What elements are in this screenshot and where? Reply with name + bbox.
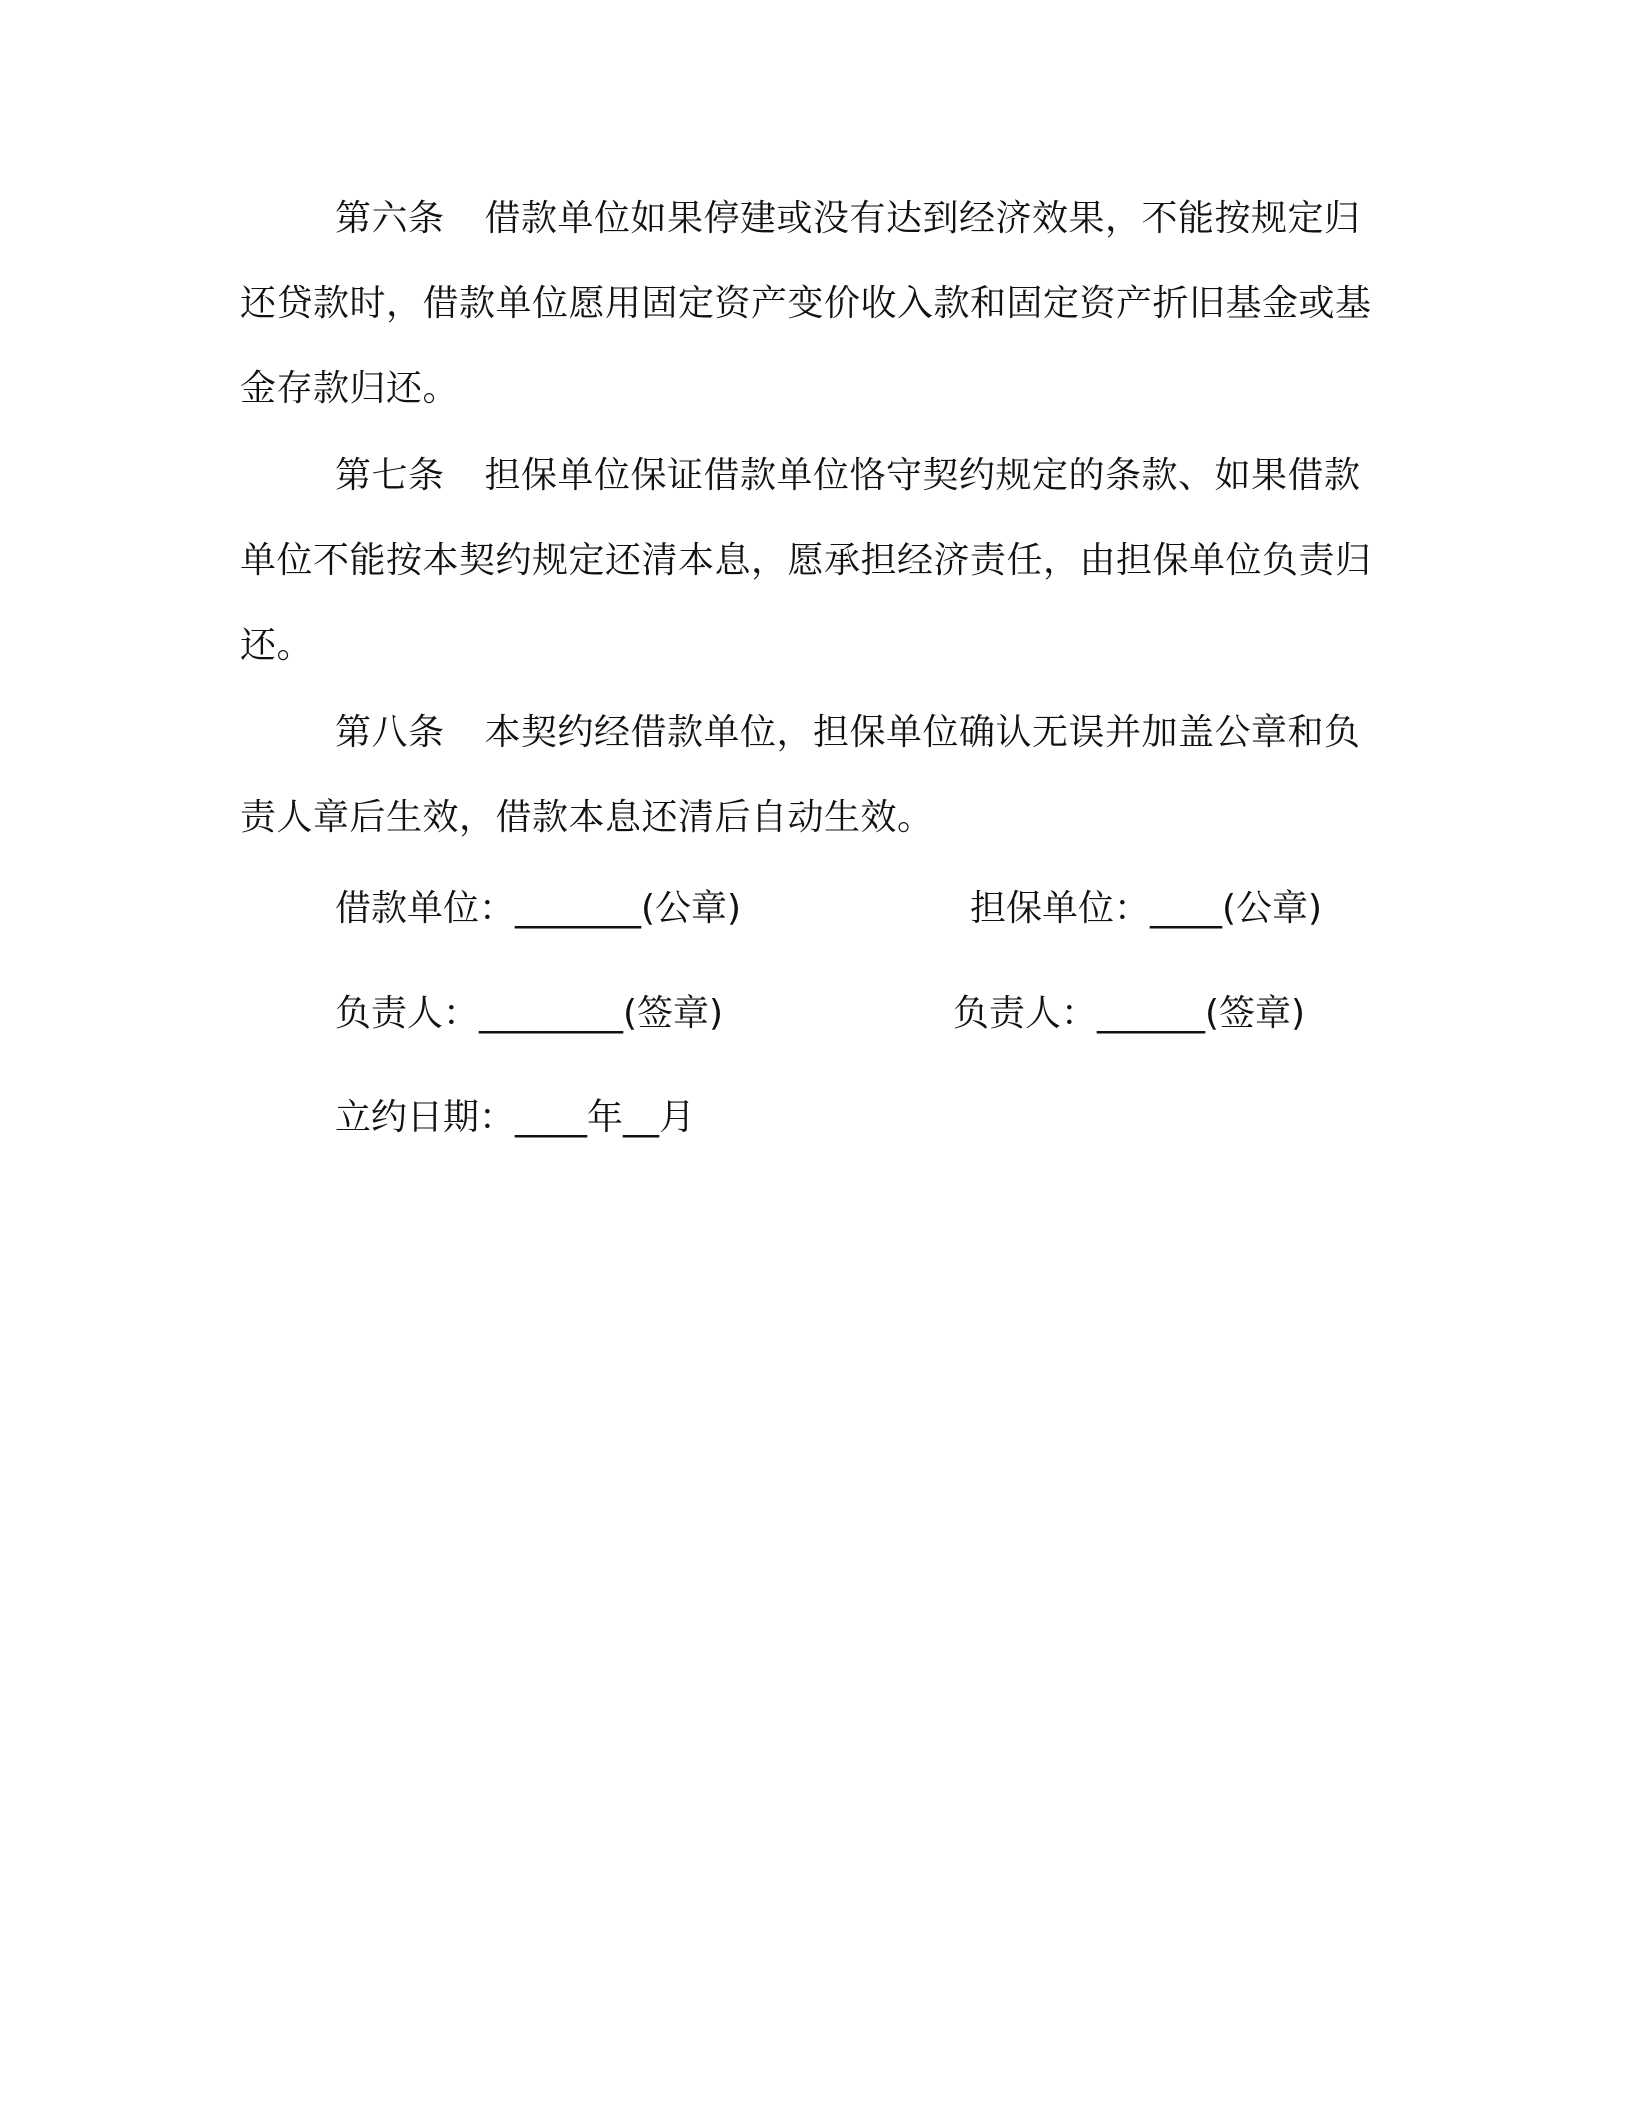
article-8-number: 第八条 — [335, 712, 445, 753]
article-7-number: 第七条 — [335, 455, 445, 496]
borrower-person-line: 负责人：________(签章) — [335, 993, 724, 1034]
article-7-text: 担保单位保证借款单位恪守契约规定的条款、如果借款单位不能按本契约规定还清本息，愿承担经济责任，由担保单位负责归还。 — [240, 455, 1372, 666]
article-6 — [240, 176, 1380, 431]
contract-date-line: 立约日期：____年__月 — [335, 1097, 696, 1138]
borrower-unit-line: 借款单位：_______(公章) — [335, 888, 742, 929]
article-8 — [240, 690, 1380, 860]
article-6-text: 借款单位如果停建或没有达到经济效果，不能按规定归还贷款时，借款单位愿用固定资产变价收入款和固定资产折旧基金或基金存款归还。 — [240, 198, 1372, 409]
article-6-number: 第六条 — [335, 198, 445, 239]
article-7 — [240, 433, 1380, 688]
guarantor-unit-line: 担保单位：____(公章) — [970, 888, 1323, 929]
guarantor-person-line: 负责人：______(签章) — [953, 993, 1306, 1034]
article-8-text: 本契约经借款单位，担保单位确认无误并加盖公章和负责人章后生效，借款本息还清后自动生效。 — [240, 712, 1361, 838]
